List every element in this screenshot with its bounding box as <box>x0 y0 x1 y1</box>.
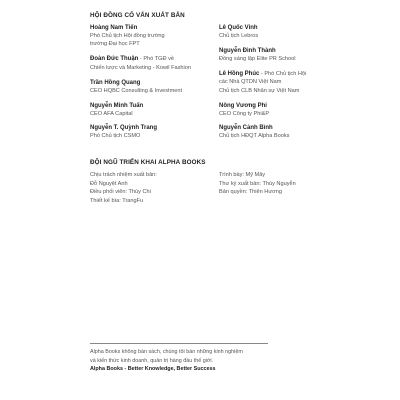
advisor-name: Nguyễn Đình Thành <box>219 47 276 54</box>
advisor-role: các Nhà QTDN Việt Nam <box>219 79 282 86</box>
team-credit: Đỗ Nguyệt Anh <box>90 180 128 187</box>
advisory-right-column <box>219 24 337 147</box>
advisor-role: trường Đại học FPT <box>90 41 140 48</box>
advisor-entry <box>219 47 337 63</box>
advisor-name-line <box>219 70 337 78</box>
advisor-role: CEO Công ty Phi&P <box>219 110 270 117</box>
advisory-board-heading: HỘI ĐỒNG CỐ VẤN XUẤT BẢN <box>90 12 185 19</box>
advisor-entry <box>90 55 208 72</box>
advisor-name: Nguyễn Minh Tuấn <box>90 102 144 109</box>
advisor-role: - Phó Chủ tịch Hội <box>259 70 307 77</box>
team-credit: Điều phối viên: Thùy Chi <box>90 189 151 196</box>
advisor-entry <box>90 79 208 95</box>
advisor-role: Đồng sáng lập Elite PR School <box>219 55 296 62</box>
advisor-entry <box>219 70 337 95</box>
advisor-entry <box>219 124 337 140</box>
footer-slogan: Alpha Books - Better Knowledge, Better Success <box>90 366 216 372</box>
team-credit: Bản quyền: Thiên Hương <box>219 189 282 196</box>
advisor-role: Phó Chủ tịch CSMO <box>90 133 141 140</box>
footer-text: Alpha Books không bán sách, chúng tôi bán những kinh nghiệm <box>90 349 243 355</box>
advisor-name: Trần Hồng Quang <box>90 79 141 86</box>
advisor-role: - Phó TGĐ về <box>138 56 175 63</box>
advisor-name: Lê Hồng Phúc <box>219 70 260 77</box>
advisor-role: CEO AFA Capital <box>90 110 133 117</box>
advisor-entry <box>90 124 208 140</box>
team-heading: ĐỘI NGŨ TRIỂN KHAI ALPHA BOOKS <box>90 159 206 166</box>
team-credit: Thư ký xuất bản: Thùy Nguyễn <box>219 180 296 187</box>
advisor-entry <box>90 24 208 49</box>
team-credit: Chịu trách nhiệm xuất bản: <box>90 172 157 178</box>
advisor-role: Chủ tịch Lebros <box>219 33 259 39</box>
team-right-column <box>219 171 337 197</box>
advisor-role: Chiến lược và Marketing - Kowil Fashion <box>90 64 191 71</box>
advisor-name: Lê Quốc Vinh <box>219 25 258 31</box>
advisor-role: Phó Chủ tịch Hội đồng trường <box>90 33 165 39</box>
advisor-entry <box>219 102 337 118</box>
advisor-name: Nguyễn Cảnh Bình <box>219 125 273 132</box>
advisor-role: Chủ tịch HĐQT Alpha Books <box>219 133 290 140</box>
team-credit: Trình bày: Mỹ Mây <box>219 172 266 178</box>
advisor-name: Đoàn Đức Thuận <box>90 56 139 63</box>
advisor-name: Nguyễn T. Quỳnh Trang <box>90 125 158 132</box>
advisor-name: Nông Vương Phi <box>219 102 267 109</box>
advisor-name-line <box>90 55 208 63</box>
advisor-name: Hoàng Nam Tiến <box>90 25 138 31</box>
advisor-role: Chủ tịch CLB Nhân sự Việt Nam <box>219 87 300 94</box>
advisor-entry <box>90 102 208 118</box>
advisor-entry <box>219 24 337 40</box>
footer-divider <box>90 343 268 344</box>
team-credit: Thiết kế bìa: TrangFu <box>90 198 144 205</box>
advisory-left-column <box>90 24 208 147</box>
team-left-column <box>90 171 208 206</box>
advisor-role: CEO HQBC Consulting & Investment <box>90 87 183 94</box>
footer-text: và kiến thức kinh doanh, quản trị hàng đầu thế giới. <box>90 357 214 364</box>
footer <box>90 348 290 374</box>
